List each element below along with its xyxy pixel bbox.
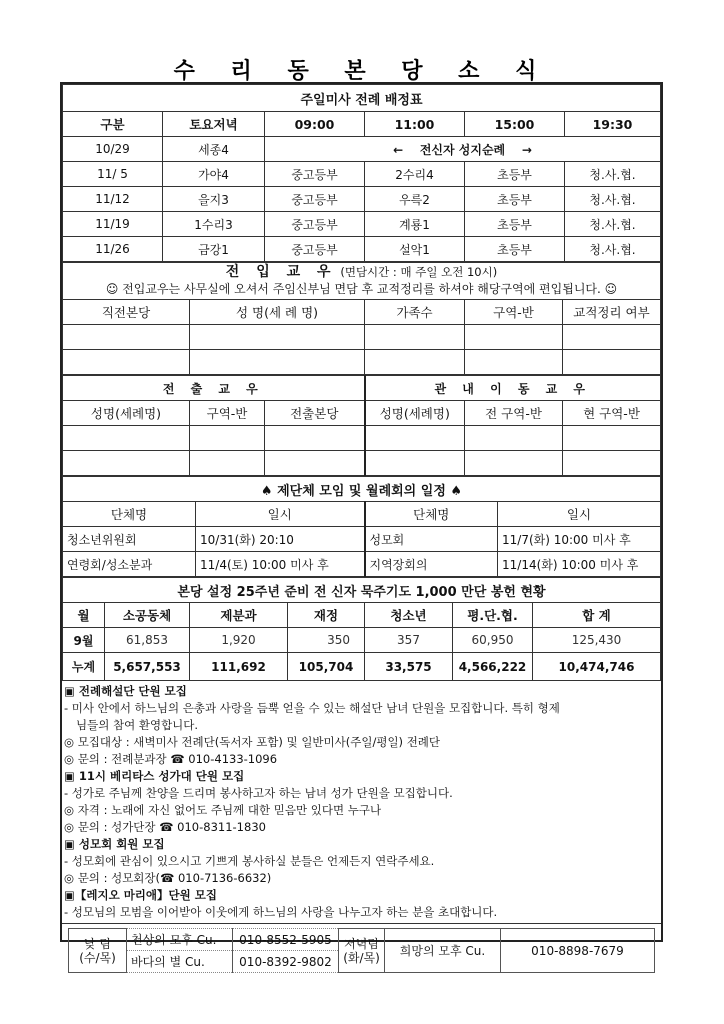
transfer-out-title: 전 출 교 우	[63, 376, 365, 401]
col-header: 평.단.협.	[453, 603, 533, 628]
col-header: 청소년	[365, 603, 453, 628]
assignment-cell: 우륵2	[365, 187, 465, 212]
stat-value: 350	[288, 628, 365, 653]
table-row	[63, 162, 661, 187]
blank-cell[interactable]	[365, 325, 465, 350]
col-header: 직전본당	[63, 300, 190, 325]
assignment-cell: 세종4	[163, 137, 265, 162]
assignment-cell: 을지3	[163, 187, 265, 212]
legio-teams-table	[68, 928, 655, 973]
col-header: 월	[63, 603, 105, 628]
meeting-time: 11/4(토) 10:00 미사 후	[196, 552, 365, 577]
evening-team-label-line: 저녁팀	[344, 936, 379, 951]
date-cell: 11/19	[63, 212, 163, 237]
stat-value: 125,430	[533, 628, 661, 653]
table-row	[63, 527, 661, 552]
team-phone: 010-8392-9802	[233, 951, 339, 973]
col-header: 성명(세례명)	[63, 401, 190, 426]
team-name: 바다의 별 Cu.	[127, 951, 233, 973]
blank-cell[interactable]	[190, 451, 265, 476]
internal-move-title: 관 내 이 동 교 우	[365, 376, 661, 401]
col-header: 교적정리 여부	[563, 300, 661, 325]
group-meetings-title: ♠ 제단체 모임 및 월례회의 일정 ♠	[63, 477, 661, 502]
assignment-cell: 중고등부	[265, 187, 365, 212]
transfer-in-title: 전 입 교 우	[225, 264, 337, 280]
evening-team-label	[339, 929, 385, 973]
blank-cell[interactable]	[563, 451, 661, 476]
blank-cell[interactable]	[465, 451, 563, 476]
team-name: 천상의 모후 Cu.	[127, 929, 233, 951]
notices-section	[62, 681, 661, 923]
blank-cell[interactable]	[190, 426, 265, 451]
group-name: 청소년위원회	[63, 527, 196, 552]
blank-cell[interactable]	[465, 426, 563, 451]
col-header: 구역-반	[465, 300, 563, 325]
group-name: 성모회	[365, 527, 498, 552]
notice-heading: ▣【레지오 마리애】단원 모집	[64, 888, 217, 902]
meeting-time: 10/31(화) 20:10	[196, 527, 365, 552]
col-header: 일시	[196, 502, 365, 527]
mass-schedule-table	[62, 84, 661, 262]
prayer-stats-table	[62, 577, 661, 681]
table-row	[63, 552, 661, 577]
transfer-in-notice: ☺ 전입교우는 사무실에 오셔서 주임신부님 면담 후 교적정리를 하셔야 해당구역에 편입됩니다. ☺	[105, 282, 618, 296]
notice-line: - 미사 안에서 하느님의 은총과 사랑을 듬뿍 얻을 수 있는 해설단 남녀 단원을 모집합니다. 특히 형제	[64, 701, 560, 715]
blank-cell[interactable]	[563, 426, 661, 451]
assignment-cell: 초등부	[465, 237, 565, 262]
empty-row	[63, 325, 661, 350]
blank-cell[interactable]	[365, 350, 465, 375]
col-header: 성 명(세 례 명)	[190, 300, 365, 325]
notice-line: ◎ 자격 : 노래에 자신 없어도 주님께 대한 믿음만 있다면 누구나	[64, 803, 382, 817]
blank-cell[interactable]	[465, 350, 563, 375]
blank-cell[interactable]	[63, 325, 190, 350]
stat-value: 105,704	[288, 653, 365, 681]
assignment-cell: 계룡1	[365, 212, 465, 237]
col-header: 09:00	[265, 112, 365, 137]
team-phone: 010-8898-7679	[501, 929, 655, 973]
col-header: 제분과	[190, 603, 288, 628]
day-team-label-line: 낮 팀	[84, 936, 111, 951]
stat-value: 60,950	[453, 628, 533, 653]
stat-value: 111,692	[190, 653, 288, 681]
blank-cell[interactable]	[63, 451, 190, 476]
col-header: 재정	[288, 603, 365, 628]
notice-legio-mariae	[64, 887, 657, 921]
table-row	[63, 653, 661, 681]
assignment-cell: 중고등부	[265, 237, 365, 262]
table-row	[63, 212, 661, 237]
col-header: 소공동체	[105, 603, 190, 628]
notice-line: ◎ 문의 : 전례분과장 ☎ 010-4133-1096	[64, 752, 278, 766]
assignment-cell: 청.사.협.	[565, 212, 661, 237]
day-team-days: (수/목)	[79, 950, 116, 965]
col-header: 단체명	[63, 502, 196, 527]
blank-cell[interactable]	[265, 426, 365, 451]
col-header: 합 계	[533, 603, 661, 628]
team-phone: 010-8552-5905	[233, 929, 339, 951]
table-row	[63, 137, 661, 162]
group-name: 지역장회의	[365, 552, 498, 577]
blank-cell[interactable]	[190, 325, 365, 350]
notice-choir	[64, 768, 657, 836]
notice-heading: ▣ 전례해설단 단원 모집	[64, 684, 187, 698]
transfer-in-table	[62, 262, 661, 375]
date-cell: 11/12	[63, 187, 163, 212]
col-header: 19:30	[565, 112, 661, 137]
assignment-cell: 금강1	[163, 237, 265, 262]
transfer-in-header	[63, 263, 661, 300]
blank-cell[interactable]	[365, 451, 465, 476]
col-header: 토요저녁	[163, 112, 265, 137]
assignment-cell: 초등부	[465, 162, 565, 187]
assignment-cell: 초등부	[465, 187, 565, 212]
meeting-time: 11/7(화) 10:00 미사 후	[498, 527, 661, 552]
assignment-cell: 2수리4	[365, 162, 465, 187]
notice-line: - 성모회에 관심이 있으시고 기쁘게 봉사하실 분들은 언제든지 연락주세요.	[64, 854, 435, 868]
notice-line: 님들의 참여 환영합니다.	[76, 718, 199, 732]
notice-line: - 성모님의 모범을 이어받아 이웃에게 하느님의 사랑을 나누고자 하는 분을 초대합니다.	[64, 905, 498, 919]
stat-value: 61,853	[105, 628, 190, 653]
assignment-cell: 초등부	[465, 212, 565, 237]
date-cell: 11/26	[63, 237, 163, 262]
notice-line: ◎ 모집대상 : 새벽미사 전례단(독서자 포함) 및 일반미사(주일/평일) 전례단	[64, 735, 441, 749]
table-row	[63, 237, 661, 262]
stat-value: 5,657,553	[105, 653, 190, 681]
date-cell: 10/29	[63, 137, 163, 162]
empty-row	[63, 350, 661, 375]
col-header: 전 구역-반	[465, 401, 563, 426]
col-header: 단체명	[365, 502, 498, 527]
assignment-cell: 청.사.협.	[565, 237, 661, 262]
evening-team-days: (화/목)	[343, 950, 380, 965]
col-header: 구역-반	[190, 401, 265, 426]
row-label: 누계	[63, 653, 105, 681]
transfer-out-move-table	[62, 375, 661, 476]
col-header: 일시	[498, 502, 661, 527]
col-header: 성명(세례명)	[365, 401, 465, 426]
meeting-time: 11/14(화) 10:00 미사 후	[498, 552, 661, 577]
col-header: 전출본당	[265, 401, 365, 426]
prayer-stats-title: 본당 설정 25주년 준비 전 신자 묵주기도 1,000 만단 봉헌 현황	[63, 578, 661, 603]
row-label: 9월	[63, 628, 105, 653]
blank-cell[interactable]	[63, 350, 190, 375]
col-header: 가족수	[365, 300, 465, 325]
pilgrimage-banner: ← 전신자 성지순례 →	[265, 137, 661, 162]
col-header: 11:00	[365, 112, 465, 137]
blank-cell[interactable]	[365, 426, 465, 451]
notice-line: - 성가로 주님께 찬양을 드리며 봉사하고자 하는 남녀 성가 단원을 모집합니다.	[64, 786, 453, 800]
col-header: 구분	[63, 112, 163, 137]
group-meetings-table	[62, 476, 661, 577]
blank-cell[interactable]	[465, 325, 563, 350]
notice-line: ◎ 문의 : 성모회장(☎ 010-7136-6632)	[64, 871, 272, 885]
newsletter-frame	[60, 82, 663, 969]
assignment-cell: 청.사.협.	[565, 162, 661, 187]
blank-cell[interactable]	[265, 451, 365, 476]
team-name: 희망의 모후 Cu.	[385, 929, 501, 973]
notice-mothers-society	[64, 836, 657, 887]
date-cell: 11/ 5	[63, 162, 163, 187]
empty-row	[63, 451, 661, 476]
blank-cell[interactable]	[563, 350, 661, 375]
blank-cell[interactable]	[563, 325, 661, 350]
notice-heading: ▣ 성모회 회원 모집	[64, 837, 165, 851]
stat-value: 10,474,746	[533, 653, 661, 681]
day-team-label	[69, 929, 127, 973]
table-row	[63, 628, 661, 653]
stat-value: 33,575	[365, 653, 453, 681]
assignment-cell: 설악1	[365, 237, 465, 262]
notice-liturgy	[64, 683, 657, 768]
assignment-cell: 중고등부	[265, 162, 365, 187]
mass-schedule-title: 주일미사 전례 배정표	[63, 85, 661, 112]
assignment-cell: 1수리3	[163, 212, 265, 237]
stat-value: 357	[365, 628, 453, 653]
group-name: 연령회/성소분과	[63, 552, 196, 577]
col-header: 15:00	[465, 112, 565, 137]
assignment-cell: 중고등부	[265, 212, 365, 237]
blank-cell[interactable]	[190, 350, 365, 375]
assignment-cell: 가야4	[163, 162, 265, 187]
stat-value: 4,566,222	[453, 653, 533, 681]
notice-line: ◎ 문의 : 성가단장 ☎ 010-8311-1830	[64, 820, 266, 834]
col-header: 현 구역-반	[563, 401, 661, 426]
stat-value: 1,920	[190, 628, 288, 653]
page-title: 수 리 동 본 당 소 식	[173, 59, 551, 84]
assignment-cell: 청.사.협.	[565, 187, 661, 212]
notice-heading: ▣ 11시 베리타스 성가대 단원 모집	[64, 769, 245, 783]
empty-row	[63, 426, 661, 451]
table-row	[63, 187, 661, 212]
blank-cell[interactable]	[63, 426, 190, 451]
interview-time: (면담시간 : 매 주일 오전 10시)	[340, 265, 498, 279]
